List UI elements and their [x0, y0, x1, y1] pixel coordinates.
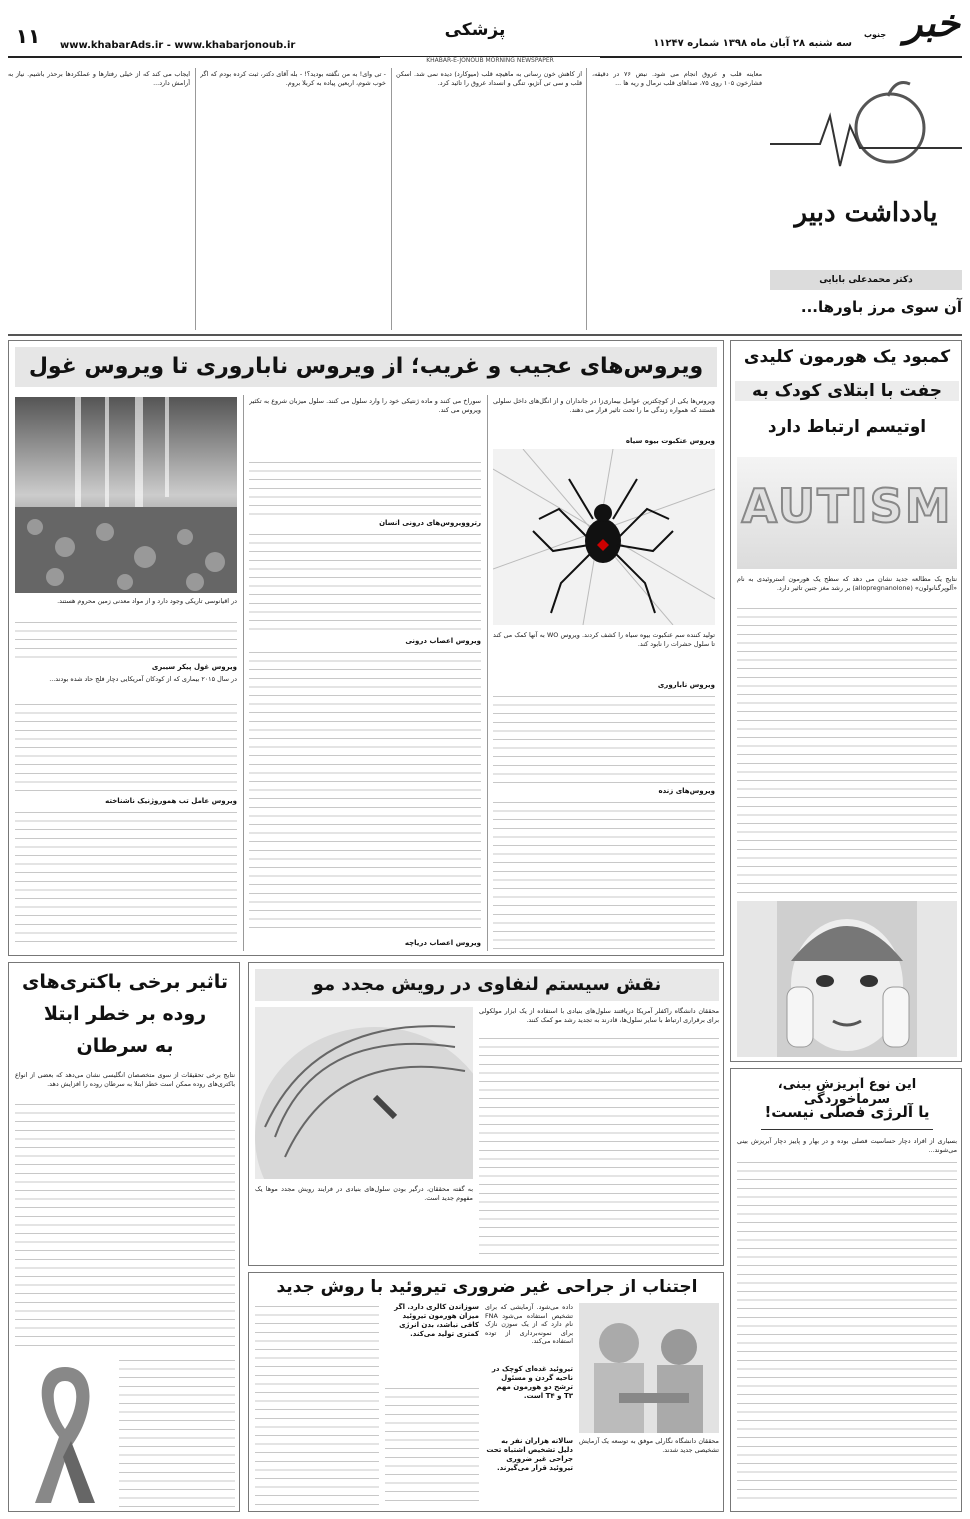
issue-date: سه شنبه ۲۸ آبان ماه ۱۳۹۸ شماره ۱۱۲۴۷: [653, 38, 852, 49]
column-text-2: از کاهش خون رسانی به ماهیچه قلب (میوکارد) دیده نمی شد. اسکن قلب و سی تی آنژیو، تنگی و انسداد عروق را تائید کرد.: [396, 70, 582, 87]
virus-text-c: سوراخ می کنند و ماده ژنتیکی خود را وارد سلول می کنند. سلول میزبان شروع به تکثیر ویروس می کند.: [249, 397, 481, 414]
bacteria-title-1: تاثیر برخی باکتری‌های: [21, 971, 229, 993]
thyroid-highlight-3: سالانه هزاران نفر به دلیل تشخیص اشتباه تحت جراحی غیر ضروری تیروئید قرار می‌گیرند.: [486, 1437, 573, 1472]
child-photo: [737, 901, 957, 1057]
heartbeat-icon: [770, 66, 962, 216]
column-author-bar: [770, 270, 962, 290]
autism-title-1: کمبود یک هورمون کلیدی: [743, 347, 951, 367]
lymph-text: محققان دانشگاه راکفلر آمریکا دریافتند سلول‌های بنیادی با استفاده از یک ابزار مولکولی برای برقراری ارتباط با سایر سلول‌ها، قادرند به تجدید رشد مو کمک کنند.: [479, 1007, 719, 1024]
editor-column-title: یادداشت دبیر: [794, 198, 938, 228]
bacteria-title-3: به سرطان: [76, 1035, 174, 1057]
column-text-4: ایجاب می کند که از خیلی رفتارها و عملکردها برحذر باشیم. نیاز به آرامش دارد...: [8, 70, 190, 87]
column-author: دکتر محمدعلی بابایی: [819, 275, 913, 285]
logo-small: جنوب: [864, 30, 887, 39]
thyroid-article: [248, 1272, 724, 1512]
lymph-article: [248, 962, 724, 1266]
autism-article: [730, 340, 962, 1062]
siberia-virus-photo: [15, 397, 237, 593]
newspaper-subtitle: KHABAR-E-JONOUB MORNING NEWSPAPER: [380, 57, 600, 64]
allergy-text: بسیاری از افراد دچار حساسیت فصلی بوده و در بهار و پاییز دچار آبریزش بینی می‌شوند...: [737, 1137, 957, 1154]
virus-subhead-1: ویروس عنکبوت بیوه سیاه: [625, 437, 715, 445]
bacteria-article: [8, 962, 240, 1512]
virus-subhead-5: ویروس اعصاب درونی: [405, 637, 481, 645]
header-urls: www.khabarAds.ir - www.khabarjonoub.ir: [60, 40, 296, 51]
bacteria-title-2: روده بر خطر ابتلا: [43, 1003, 207, 1025]
autism-image-text: AUTISM: [741, 479, 953, 533]
column-text-1: معاینه قلب و عروق انجام می شود. نبض ۷۶ در دقیقه، فشارخون ۱۰۵ روی ۷۵، صداهای قلب نرمال و ریه ها ...: [592, 70, 762, 87]
virus-text-b: تولید کننده سم عنکبوت بیوه سیاه را کشف کردند. ویروس WO به آنها کمک می کند تا سلول حشرات را نابود کند.: [493, 631, 715, 648]
thyroid-highlight-2: تیروئید غده‌ای کوچک در ناحیه گردن و مسئول ترشح دو هورمون مهم T۳ و T۴ است.: [491, 1365, 573, 1400]
virus-subhead-6: ویروس اعصاب دریاچه: [404, 939, 481, 947]
virus-subhead-8: ویروس عامل تب هموروژنیک ناشناخته: [105, 797, 237, 805]
allergy-title-2: یا آلرژی فصلی نیست!: [764, 1103, 930, 1121]
virus-texture-icon: [15, 397, 237, 593]
page-number: ۱۱: [15, 24, 41, 48]
spider-icon: [493, 449, 715, 625]
allergy-title-1: این نوع آبریزش بینی، سرماخوردگی: [777, 1077, 917, 1107]
thyroid-title: اجتناب از جراحی غیر ضروری تیروئید با روش جدید: [276, 1277, 698, 1297]
child-face-icon: [737, 901, 957, 1057]
column-headline: آن سوی مرز باورها...: [800, 298, 962, 316]
virus-text-d: در اقیانوسی تاریکی وجود دارد و از مواد معدنی زمین محروم هستند.: [57, 597, 237, 605]
autism-text: نتایج یک مطالعه جدید نشان می دهد که سطح یک هورمون استروئیدی به نام «آلوپرگنانولون» (allopregnanolone) بر رشد مغز جنین تاثیر دارد.: [737, 575, 957, 592]
autism-title-2: جفت با ابتلای کودک به: [735, 381, 959, 401]
section-title: پزشکی: [444, 20, 506, 40]
hair-photo: [255, 1007, 473, 1179]
surgery-photo: [579, 1303, 719, 1433]
virus-subhead-4: رتروویروس‌های درونی انسان: [379, 519, 481, 527]
surgeon-icon: [579, 1303, 719, 1433]
thyroid-caption: محققان دانشگاه نگارلی موفق به توسعه یک آزمایش تشخیصی جدید شدند.: [579, 1437, 719, 1454]
awareness-ribbon-icon: [15, 1357, 115, 1507]
allergy-article: [730, 1068, 962, 1512]
column-text-3: - تی وای! به من نگفته بودید؟! - بله آقای دکتر، ثبت کرده بودم که اگر خوب شوم، اربعین پیاده به کربلا بروم.: [200, 70, 386, 87]
virus-text-e: در سال ۲۰۱۵ بیماری که از کودکان آمریکایی دچار فلج حاد شده بودند...: [49, 675, 237, 683]
virus-text-a: ویروس‌ها یکی از کوچکترین عوامل بیماری‌زا در جانداران و از انگل‌های داخل سلولی هستند که همواره زندگی ما را تحت تاثیر قرار می دهند.: [493, 397, 715, 414]
virus-subhead-2: ویروس ناباروری: [657, 681, 715, 689]
head-hair-icon: [255, 1007, 473, 1179]
spider-photo: [493, 449, 715, 625]
virus-subhead-7: ویروس غول پیکر سیبری: [151, 663, 237, 671]
lymph-title: نقش سیستم لنفاوی در رویش مجدد مو: [255, 969, 719, 1001]
virus-title: ویروس‌های عجیب و غریب؛ از ویروس ناباروری تا ویروس غول: [15, 347, 717, 387]
bacteria-text: نتایج برخی تحقیقات از سوی متخصصان انگلیسی نشان می‌دهد که بعضی از انواع باکتری‌های روده ممکن است خطر ابتلا به سرطان روده را افزایش دهد.: [15, 1071, 235, 1088]
thyroid-text: داده می‌شود. آزمایشی که برای تشخیص استفاده می‌شود FNA نام دارد که از یک سوزن نازک برای نمونه‌برداری از توده استفاده می‌کند.: [485, 1303, 573, 1346]
editor-column-logo: [770, 66, 962, 266]
masthead: [0, 0, 970, 62]
virus-article: [8, 340, 724, 956]
lymph-caption: به گفته محققان، درگیر بودن سلول‌های بنیادی در فرایند رویش مجدد موها یک مفهوم جدید است.: [255, 1185, 473, 1202]
logo: [858, 0, 964, 56]
virus-subhead-3: ویروس‌های زنده: [658, 787, 715, 795]
autism-image: [737, 457, 957, 569]
thyroid-highlight-1: سوزاندن کالری دارد. اگر میزان هورمون تیروئید کافی نباشد، بدن انرژی کمتری تولید می‌کند.: [394, 1303, 479, 1338]
autism-title-3: اوتیسم ارتباط دارد: [767, 417, 927, 437]
logo-text: خبر: [904, 0, 960, 45]
ribbon-photo: [15, 1357, 115, 1507]
